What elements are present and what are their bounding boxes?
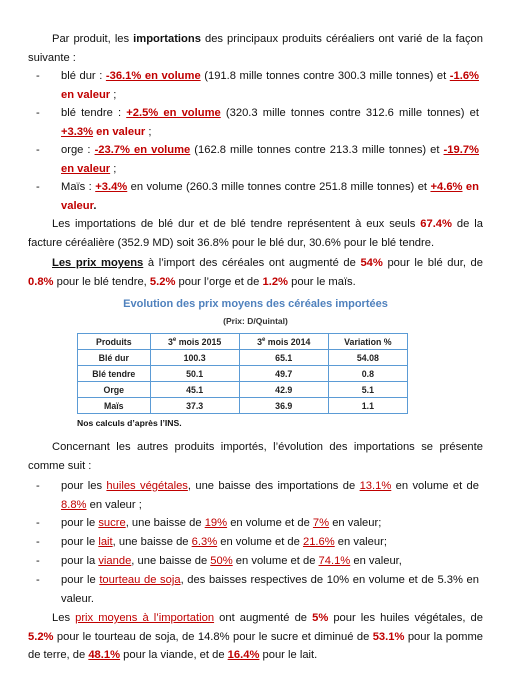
table-cell: 100.3 <box>150 350 239 366</box>
table-cell: 50.1 <box>150 366 239 382</box>
item-text: en volume et de <box>391 480 479 492</box>
item-value-tail: en valeur <box>61 88 111 101</box>
share-text-end: de la facture céréalière (352.9 MD) soit 36.8% pour le blé dur, 30.6% pour le blé tendre. <box>28 218 483 249</box>
table-row <box>78 382 408 398</box>
item-detail: (320.3 mille tonnes contre 312.6 mille tonnes) et <box>220 107 479 119</box>
import-prices-paragraph <box>28 609 483 665</box>
item-name: blé tendre : <box>61 107 127 119</box>
item-name: orge : <box>61 144 95 156</box>
col-header-2015 <box>150 334 239 350</box>
item-text: , une baisse de <box>125 517 205 529</box>
import-prices-text: pour la pomme de terre, de <box>28 630 483 661</box>
bullet-dash: - <box>36 536 40 548</box>
bullet-dash: - <box>36 144 40 156</box>
other-products-paragraph: Concernant les autres produits importés, l’évolution des importations se présente comme suit : <box>28 441 483 472</box>
prices-value-orge: 5.2% <box>149 275 176 288</box>
item-volume: 19% <box>204 517 228 529</box>
item-volume: -23.7% en volume <box>94 144 191 156</box>
item-product: lait <box>98 536 113 548</box>
col-header-2014-num: 3 <box>257 336 263 347</box>
share-text: Les importations de blé dur et de blé tendre représentent à eux seuls <box>52 218 421 230</box>
item-text: en volume et de <box>227 517 313 529</box>
bullet-dash: - <box>36 480 40 492</box>
intro-paragraph <box>28 30 483 67</box>
table-cell: 5.1 <box>328 382 407 398</box>
col-header-2014 <box>239 334 328 350</box>
item-volume: 6.3% <box>191 536 218 548</box>
item-value: 74.1% <box>318 555 351 567</box>
table-cell: Blé tendre <box>78 366 151 382</box>
col-header-2015-sup: e <box>172 336 177 343</box>
item-text: en valeur, <box>350 555 402 567</box>
item-value: 8.8% <box>61 498 87 511</box>
import-prices-value: 48.1% <box>88 649 121 661</box>
item-text: pour la <box>61 555 99 567</box>
item-text: pour le <box>61 517 99 529</box>
table-source-note: Nos calculs d’après l’INS. <box>77 418 182 428</box>
col-header-2015-num: 3 <box>168 336 173 347</box>
item-value-tail: en valeur <box>93 125 146 138</box>
item-end: ; <box>145 125 152 138</box>
intro-text-end: des principaux produits céréaliers ont varié de la façon suivante : <box>28 33 483 64</box>
item-name: blé dur : <box>61 70 106 82</box>
import-prices-text: pour le lait. <box>259 649 318 661</box>
share-paragraph <box>28 215 483 252</box>
import-prices-keyword: prix moyens à l’importation <box>75 612 215 624</box>
prices-table <box>77 333 408 414</box>
item-detail: en volume (260.3 mille tonnes contre 251.8 mille tonnes) et <box>127 181 431 193</box>
table-cell: 49.7 <box>239 366 328 382</box>
item-value: +4.6% <box>430 181 463 193</box>
table-cell: 65.1 <box>239 350 328 366</box>
item-volume: 50% <box>210 555 233 567</box>
item-text: , une baisse des importations de <box>187 480 360 492</box>
item-value-tail: en valeur <box>61 181 479 212</box>
prices-text: à l’import des céréales ont augmenté de <box>143 257 361 269</box>
item-volume: 13.1% <box>359 480 392 492</box>
item-value: 7% <box>312 517 330 529</box>
bullet-dash: - <box>36 107 40 119</box>
table-cell: Orge <box>78 382 151 398</box>
table-row <box>78 350 408 366</box>
prices-text: pour le blé dur, de <box>382 257 483 269</box>
import-prices-value: 53.1% <box>372 630 405 643</box>
item-end: . <box>93 199 97 212</box>
table-cell: 45.1 <box>150 382 239 398</box>
item-product: huiles végétales <box>106 480 188 492</box>
prices-text: pour le blé tendre, <box>53 275 150 288</box>
item-text: pour les <box>61 480 107 492</box>
col-header-produits: Produits <box>78 334 151 350</box>
import-prices-text: pour les huiles végétales, de <box>328 612 483 624</box>
bullet-dash: - <box>36 181 40 193</box>
import-prices-value: 16.4% <box>227 649 260 661</box>
intro-text: Par produit, les <box>52 33 134 45</box>
item-end: ; <box>110 162 117 175</box>
table-cell: 36.9 <box>239 398 328 414</box>
intro-keyword: importations <box>133 33 201 45</box>
table-cell: 54.08 <box>328 350 407 366</box>
item-product: sucre <box>98 517 126 529</box>
item-volume: -36.1% en volume <box>105 70 201 82</box>
item-text: en valeur ; <box>86 498 142 511</box>
import-prices-text: pour la viande, et de <box>120 649 228 661</box>
prices-value-ble-dur: 54% <box>360 257 383 269</box>
item-value: -1.6% <box>449 70 479 82</box>
item-name: Maïs : <box>61 181 96 193</box>
item-volume: +2.5% en volume <box>126 107 221 119</box>
import-prices-text: pour le tourteau de soja, de 14.8% pour le sucre et diminué de <box>53 630 373 643</box>
item-product: tourteau de soja <box>99 574 181 586</box>
table-cell: 42.9 <box>239 382 328 398</box>
table-cell: Maïs <box>78 398 151 414</box>
table-cell: 0.8 <box>328 366 407 382</box>
prices-text: pour le maïs. <box>287 275 356 288</box>
item-volume: +3.4% <box>95 181 128 193</box>
table-title: Evolution des prix moyens des céréales importées <box>123 298 388 310</box>
table-cell: 1.1 <box>328 398 407 414</box>
bullet-dash: - <box>36 574 40 586</box>
item-text: , une baisse de <box>112 536 192 548</box>
table-subtitle: (Prix: D/Quintal) <box>223 316 288 326</box>
prices-value-ble-tendre: 0.8% <box>28 275 54 288</box>
prices-paragraph <box>28 254 483 291</box>
item-value: 21.6% <box>302 536 335 548</box>
item-end: ; <box>110 88 117 101</box>
item-text: en valeur; <box>334 536 387 548</box>
item-product: viande <box>98 555 132 567</box>
item-detail: (191.8 mille tonnes contre 300.3 mille tonnes) et <box>200 70 450 82</box>
item-text: , une baisse de <box>131 555 211 567</box>
col-header-2015-text: mois 2015 <box>176 336 222 347</box>
prices-text: pour l’orge et de <box>175 275 263 288</box>
import-prices-value: 5% <box>312 612 329 624</box>
table-cell: Blé dur <box>78 350 151 366</box>
bullet-dash: - <box>36 70 40 82</box>
table-header-row <box>78 334 408 350</box>
prices-value-mais: 1.2% <box>262 275 288 288</box>
table-row <box>78 398 408 414</box>
item-text: , des baisses respectives de 10% en volume et de 5.3% en valeur. <box>61 574 479 605</box>
import-prices-text: ont augmenté de <box>214 612 313 624</box>
col-header-variation: Variation % <box>328 334 407 350</box>
bullet-dash: - <box>36 517 40 529</box>
item-value: -19.7% en valeur <box>61 144 479 175</box>
item-text: pour le <box>61 536 99 548</box>
import-prices-text: Les <box>52 612 76 624</box>
bullet-dash: - <box>36 555 40 567</box>
table-row <box>78 366 408 382</box>
item-text: en valeur; <box>329 517 382 529</box>
share-value: 67.4% <box>420 218 452 230</box>
prices-keyword: Les prix moyens <box>52 257 144 269</box>
table-cell: 37.3 <box>150 398 239 414</box>
item-text: en volume et de <box>217 536 303 548</box>
import-prices-value: 5.2% <box>28 630 54 643</box>
item-value: +3.3% <box>61 125 94 138</box>
item-text: en volume et de <box>232 555 319 567</box>
col-header-2014-sup: e <box>262 336 266 343</box>
item-detail: (162.8 mille tonnes contre 213.3 mille tonnes) et <box>190 144 444 156</box>
item-text: pour le <box>61 574 100 586</box>
col-header-2014-text: mois 2014 <box>265 336 311 347</box>
